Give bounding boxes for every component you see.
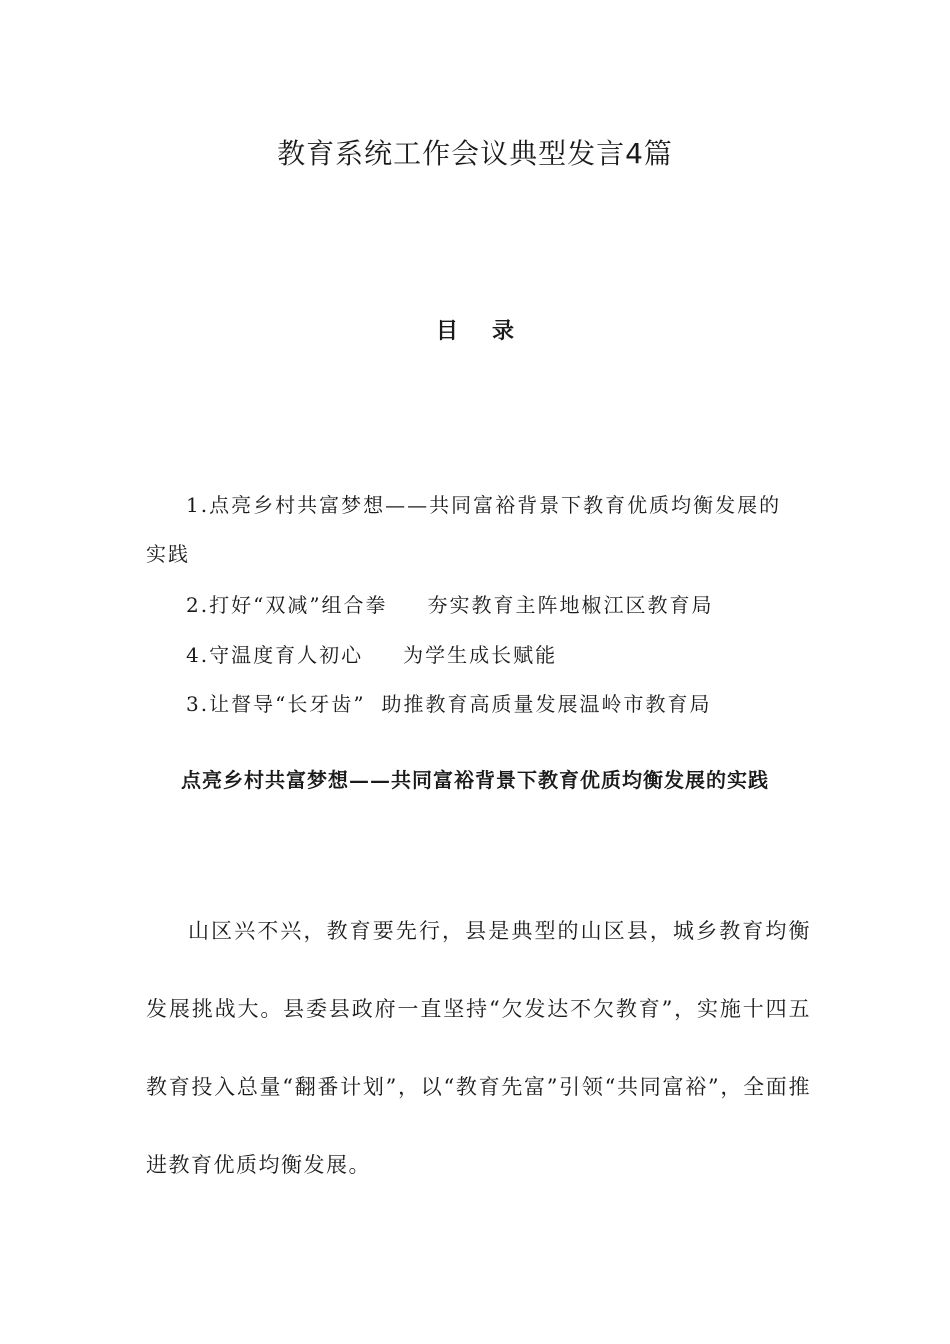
article-title: 点亮乡村共富梦想——共同富裕背景下教育优质均衡发展的实践 [181, 768, 769, 792]
toc-item-1-number: 1. [186, 493, 210, 517]
toc-item-4-text-b: 助推教育高质量发展温岭市教育局 [381, 692, 712, 716]
toc-item-4-number: 3. [186, 692, 210, 716]
document-title: 教育系统工作会议典型发言4篇 [277, 137, 673, 170]
toc-heading: 目录 [435, 318, 548, 344]
toc-item-1-continuation: 实践 [146, 542, 190, 566]
toc-item-4 [186, 688, 712, 717]
body-paragraph: 山区兴不兴，教育要先行，县是典型的山区县，城乡教育均衡发展挑战大。县委县政府一直坚持“欠发达不欠教育”，实施十四五教育投入总量“翻番计划”，以“教育先富”引领“共同富裕”，全面推进教育优质均衡发展。 [146, 919, 811, 1177]
toc-item-1 [186, 489, 781, 518]
toc-item-4-text-a: 让督导“长牙齿” [209, 692, 366, 716]
toc-item-2 [186, 589, 714, 618]
toc-item-3-text-a: 守温度育人初心 [209, 643, 364, 667]
toc-item-1-text: 点亮乡村共富梦想——共同富裕背景下教育优质均衡发展的 [209, 493, 782, 517]
toc-item-3-text-b: 为学生成长赋能 [403, 643, 558, 667]
toc-item-2-number: 2. [186, 593, 210, 617]
toc-item-2-text-a: 打好“双减”组合拳 [209, 593, 388, 617]
toc-item-3 [186, 639, 557, 668]
toc-item-3-number: 4. [186, 643, 210, 667]
toc-item-2-text-b: 夯实教育主阵地椒江区教育局 [427, 593, 714, 617]
